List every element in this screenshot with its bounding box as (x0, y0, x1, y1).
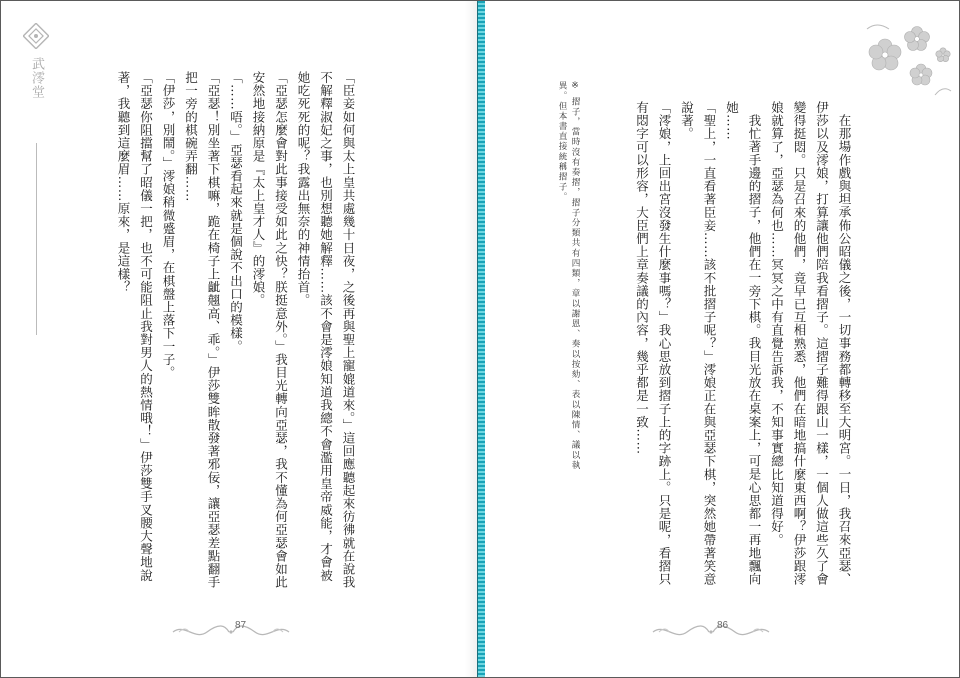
right-page-body (630, 101, 855, 591)
right-page (485, 1, 959, 677)
footer-ornament-icon (171, 621, 291, 643)
paragraph: 「亞瑟！別坐著下棋嘛，跪在椅子上齜翹高、乖。」伊莎雙眸散發著邪佞，讓亞瑟差點翻手把一旁的棋碗弄翻…… (183, 71, 221, 589)
publisher-logo-icon (23, 23, 49, 49)
page-number: 87 (235, 620, 247, 631)
page-number: 86 (717, 620, 729, 631)
paragraph: 「伊莎，別鬧。」澪娘稍微蹙眉，在棋盤上落下一子。 (161, 71, 176, 380)
paragraph: 在那場作戲與坦承佈公昭儀之後，一切事務都轉移至大明宮。一日，我召來亞瑟、伊莎以及澪娘，打算讓他們陪我看摺子。這摺子難得跟山一樣，一個人做這些久了會變得挺悶。只是召來的他們，竟早已互相熟悉，他們在暗地搞什麼東西啊？伊莎跟澪娘就算了，亞瑟為何也……冥冥之中有直覺告訴我，不知事實總比知道得好。 (769, 101, 852, 586)
flower-decoration-icon (855, 15, 955, 101)
footnote-text: 摺子，當時沒有奏摺，摺子分類共有四類，章以謝恩、奏以按劾、表以陳情、議以執異。但本書直接統稱摺子。 (557, 81, 580, 471)
side-divider (36, 143, 37, 335)
paragraph: 「澪娘，上回出宮沒發生什麼事嗎？」我心思放到摺子上的字跡上。只是呢，看摺只有悶字可以形容，大臣們上章奏議的內容，幾乎都是一致…… (634, 101, 672, 586)
paragraph: 「亞瑟怎麼會對此事接受如此之快？朕挺意外。」我目光轉向亞瑟，我不懂為何亞瑟會如此安然地接納原是『太上皇才人』的澪娘。 (251, 71, 289, 589)
footer-ornament-icon (651, 621, 771, 643)
footnote (555, 81, 581, 481)
paragraph: 「聖上，一直看著臣妾……該不批摺子呢？」澪娘正在與亞瑟下棋，突然她帶著笑意說著。 (679, 101, 717, 586)
paragraph: 「亞瑟你阻擋幫了昭儀一把，也不可能阻止我對男人的熱情哦！」伊莎雙手叉腰大聲地說著，我聽到這麼眉……原來，是這樣？ (116, 71, 154, 582)
left-page-body (112, 71, 360, 591)
paragraph: 「……唔。」亞瑟看起來就是個說不出口的模樣。 (228, 71, 244, 353)
paragraph: 我忙著手邊的摺子，他們在一旁下棋。我目光放在桌案上，可是心思都一再地飄向她…… (724, 101, 762, 586)
footnote-mark: ※ (570, 81, 580, 93)
spine-shadow (465, 1, 477, 677)
paragraph: 「臣妾如何與太上皇共處幾十日夜，之後再與聖上寵媲道來。」這回應聽起來彷彿就在說我不解釋淑妃之事，也別想聽她解釋……該不會是澪娘知道我總不會濫用皇帝威能，才會被她吃死死的呢？我露出無奈的神情抬首。 (296, 71, 356, 589)
side-title: 武澪堂 (29, 57, 44, 99)
left-page (1, 1, 477, 677)
